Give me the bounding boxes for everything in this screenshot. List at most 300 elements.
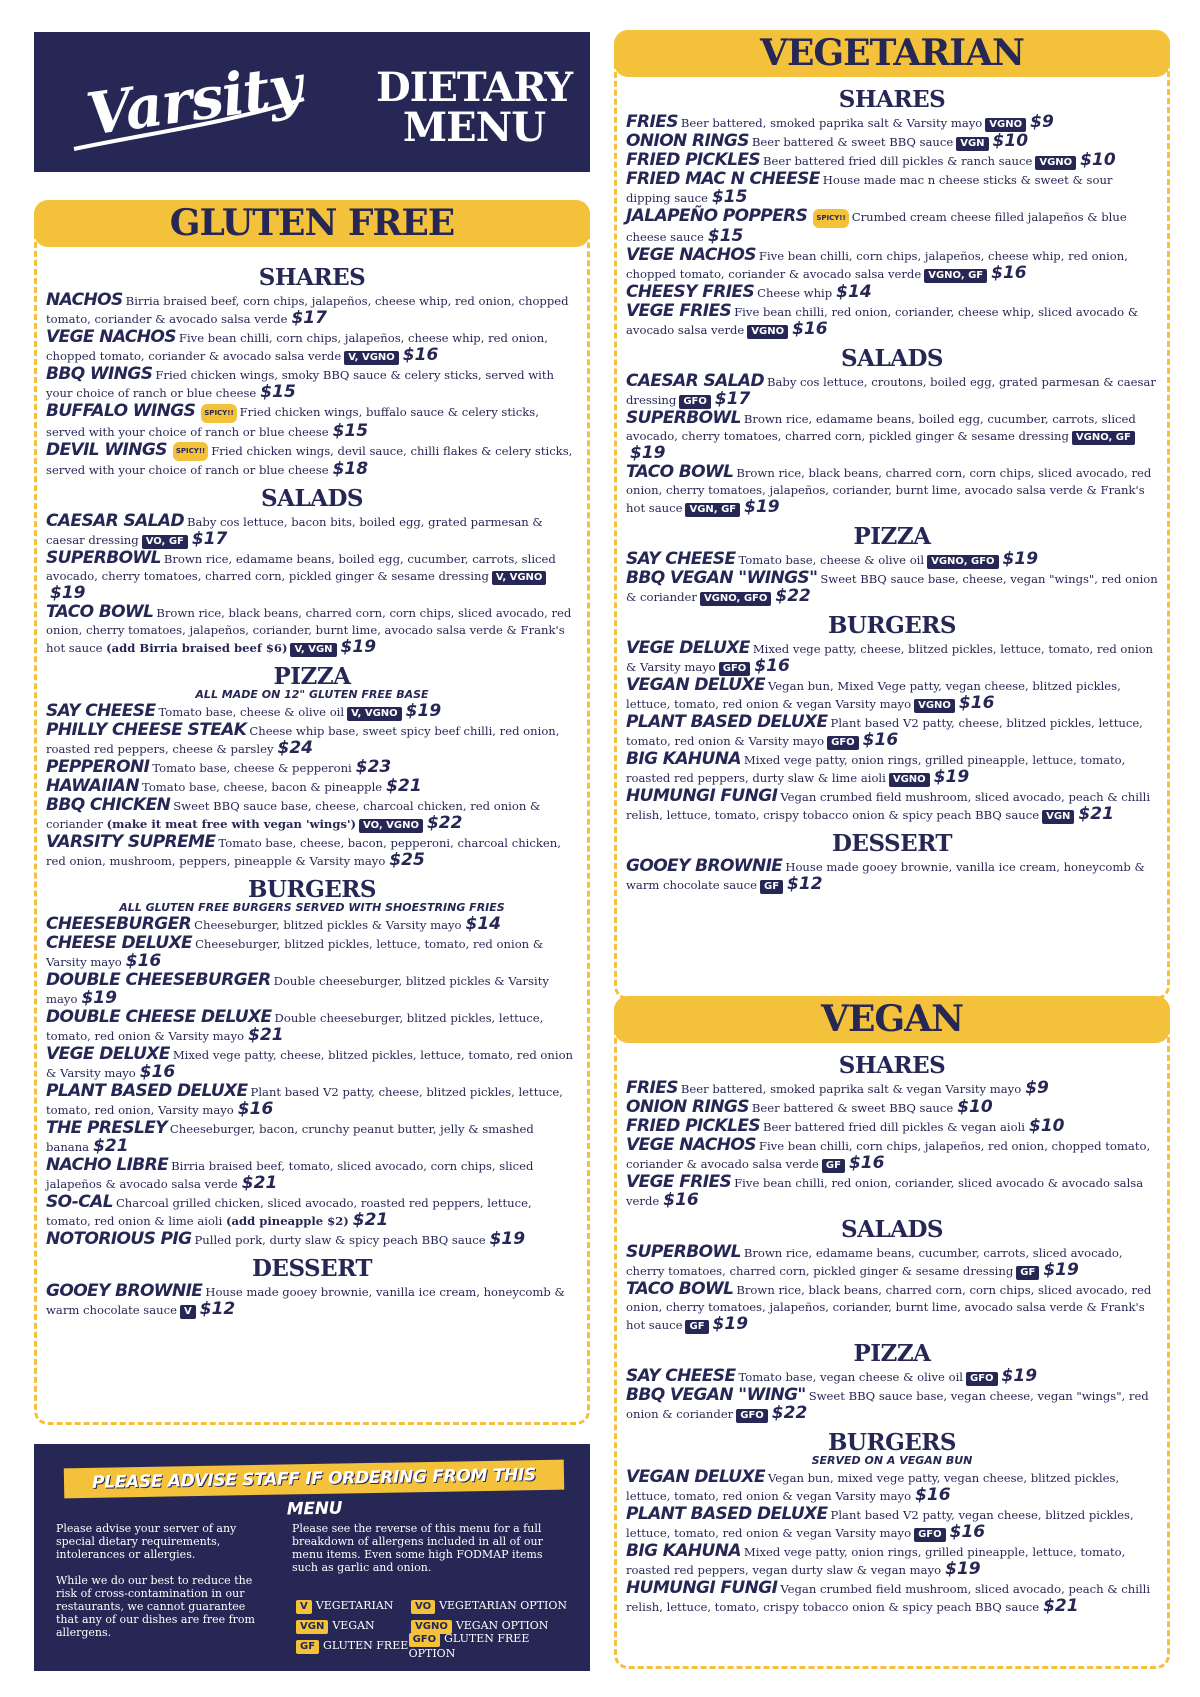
menu-item-name: HUMUNGI FUNGI [626, 785, 778, 806]
menu-item [626, 1469, 1158, 1505]
dietary-tag: VGNO [747, 325, 788, 339]
menu-item-description: Five bean chilli, red onion, coriander, sliced avocado & avocado salsa verde [626, 1176, 1144, 1208]
dietary-tag: VGNO, GFO [927, 555, 998, 569]
menu-item [46, 1194, 578, 1230]
menu-item-description: Baby cos lettuce, bacon bits, boiled egg, grated parmesan & caesar dressing [46, 515, 543, 547]
menu-item-name: TACO BOWL [626, 461, 734, 482]
menu-item [46, 604, 578, 657]
menu-item-name: CHEESE DELUXE [46, 933, 193, 953]
menu-item-name: BBQ WINGS [46, 364, 153, 384]
menu-item [46, 722, 578, 758]
menu-item-name: DOUBLE CHEESE DELUXE [46, 1007, 272, 1027]
menu-item-description: Five bean chilli, corn chips, jalapeños, cheese whip, red onion, chopped tomato, coriander & avocado salsa verde [626, 248, 1128, 281]
menu-item-price: $14 [465, 914, 502, 934]
menu-item [46, 778, 578, 796]
menu-item [626, 548, 1158, 569]
menu-item [46, 366, 578, 402]
notice-right-p1: Please see the reverse of this menu for a full breakdown of allergens included in all of our menu items. Even some high FODMAP items such as garlic and onion. [292, 1522, 543, 1574]
menu-item-description: Vegan crumbed field mushroom, sliced avocado, peach & chilli relish, lettuce, tomato, crispy tobacco onion & spicy peach BBQ sauce [626, 1582, 1151, 1614]
menu-item [626, 370, 1158, 409]
vegan-salads-title: SALADS [840, 1216, 944, 1243]
dietary-tag: VGN [1042, 810, 1074, 824]
menu-item-price: $21 [241, 1173, 278, 1193]
menu-item-price: $19 [630, 442, 666, 463]
menu-item-description: Mixed vege patty, cheese, blitzed pickles, lettuce, tomato, red onion & Varsity mayo [46, 1048, 574, 1080]
gf-pizza-subtitle: ALL MADE ON 12" GLUTEN FREE BASE [195, 688, 429, 701]
menu-item-price: $22 [771, 1403, 808, 1423]
menu-item-name: HUMUNGI FUNGI [626, 1578, 778, 1598]
menu-item-description: Charcoal grilled chicken, sliced avocado, roasted red peppers, lettuce, tomato, red onion & lime aioli [46, 1196, 532, 1228]
menu-item [626, 244, 1158, 283]
notice-banner: PLEASE ADVISE STAFF IF ORDERING FROM THIS MENU [64, 1460, 564, 1499]
menu-item-name: BBQ VEGAN "WING" [626, 1385, 806, 1405]
menu-item-price: $10 [957, 1097, 993, 1117]
notice-left-column [56, 1522, 266, 1639]
menu-item-name: BBQ CHICKEN [46, 795, 171, 815]
notice-left-p2: While we do our best to reduce the risk of cross-contamination in our restaurants, we cannot guarantee that any of our dishes are free from allergens. [56, 1574, 255, 1639]
dietary-tag: VGN [956, 137, 988, 151]
dietary-tag: VGNO [889, 773, 930, 787]
menu-item-description: Vegan crumbed field mushroom, sliced avocado, peach & chilli relish, lettuce, tomato, crispy tobacco onion & spicy peach BBQ sauce [626, 789, 1151, 822]
legend-item: VGNO VEGAN OPTION [411, 1619, 548, 1634]
menu-item-price: $16 [402, 345, 439, 365]
dietary-tag: V, VGNO [344, 351, 399, 365]
veg-pizza-title: PIZZA [853, 522, 931, 550]
vegan-burgers-list [626, 1469, 1158, 1616]
menu-item-name: FRIED MAC N CHEESE [626, 169, 820, 189]
menu-item [626, 1080, 1158, 1098]
menu-item [46, 550, 578, 603]
menu-item [626, 1174, 1158, 1210]
menu-item-price: $9 [1030, 112, 1054, 132]
dietary-tag: GFO [736, 1409, 768, 1423]
menu-item [46, 292, 578, 328]
notice-right-column [292, 1522, 562, 1574]
menu-item-price: $16 [862, 729, 899, 750]
menu-item-name: NACHO LIBRE [46, 1155, 169, 1175]
gf-pizza-list [46, 703, 578, 870]
menu-item-price: $19 [50, 583, 86, 603]
dietary-tag: V, VGNO [492, 571, 547, 585]
menu-item-name: PLANT BASED DELUXE [46, 1081, 248, 1101]
menu-item-name: VEGE DELUXE [46, 1044, 170, 1064]
veg-shares-list [626, 114, 1158, 339]
menu-item [626, 152, 1158, 170]
menu-item-price: $12 [199, 1299, 236, 1319]
page-title: DIETARY MENU [375, 64, 573, 151]
vegan-salads-list [626, 1244, 1158, 1334]
menu-item-name: SAY CHEESE [626, 1366, 736, 1386]
menu-item-name: PHILLY CHEESE STEAK [46, 720, 247, 740]
menu-item [46, 834, 578, 870]
gf-dessert-title: DESSERT [251, 1255, 373, 1282]
menu-item [46, 403, 578, 441]
allergen-notice [34, 1444, 590, 1671]
menu-item [626, 1118, 1158, 1136]
menu-item [626, 407, 1158, 463]
menu-item [46, 329, 578, 365]
menu-item-name: NACHOS [46, 290, 123, 310]
menu-item-description: Beer battered, smoked paprika salt & Varsity mayo [680, 116, 983, 130]
menu-item-price: $19 [744, 496, 780, 517]
menu-item-price: $16 [663, 1190, 699, 1210]
menu-item-price: $19 [340, 637, 377, 657]
menu-item-name: PLANT BASED DELUXE [626, 1504, 828, 1524]
menu-item-price: $21 [386, 776, 422, 796]
menu-item-name: FRIED PICKLES [626, 1116, 760, 1136]
menu-item [626, 1281, 1158, 1334]
dietary-tag: GFO [679, 395, 711, 409]
menu-item-description: Birria braised beef, tomato, sliced avocado, corn chips, sliced jalapeños & avocado salsa verde [46, 1159, 534, 1191]
menu-item-description: House made gooey brownie, vanilla ice cream, honeycomb & warm chocolate sauce [46, 1285, 565, 1317]
dietary-tag: GFO [827, 736, 859, 750]
dietary-tag: GFO [966, 1372, 998, 1386]
vegan-burgers-subtitle: SERVED ON A VEGAN BUN [811, 1454, 973, 1467]
dietary-tag: V [180, 1305, 196, 1319]
menu-item-name: TACO BOWL [626, 1279, 734, 1299]
menu-item-price: $21 [1043, 1596, 1079, 1616]
gf-pizza-title: PIZZA [273, 663, 351, 690]
menu-item-description: Double cheeseburger, blitzed pickles, lettuce, tomato, red onion & Varsity mayo [46, 1011, 544, 1043]
menu-item-description: Cheeseburger, bacon, crunchy peanut butter, jelly & smashed banana [46, 1122, 534, 1154]
menu-item-description: Plant based V2 patty, vegan cheese, blitzed pickles, lettuce, tomato, red onion & vegan Varsity mayo [626, 1508, 1134, 1540]
menu-item-name: CHEESY FRIES [626, 281, 755, 302]
menu-item-price: $17 [714, 388, 751, 409]
menu-item-name: BIG KAHUNA [626, 748, 741, 769]
dietary-tag: GF [1016, 1266, 1039, 1280]
spicy-badge: SPICY!! [173, 442, 208, 461]
menu-item-price: $21 [248, 1025, 284, 1045]
menu-item [626, 1387, 1158, 1423]
menu-item-price: $16 [125, 951, 162, 971]
menu-item-description: Sweet BBQ sauce base, cheese, charcoal chicken, red onion & coriander [46, 799, 541, 831]
menu-item-price: $14 [836, 281, 872, 302]
menu-item-name: VARSITY SUPREME [46, 832, 216, 852]
veg-burgers-title: BURGERS [827, 611, 956, 639]
menu-item-price: $18 [332, 459, 369, 479]
menu-item [626, 637, 1158, 676]
menu-item-description: House made mac n cheese sticks & sweet & sour dipping sauce [626, 173, 1113, 205]
menu-item-price: $15 [260, 382, 296, 402]
menu-item-description: Five bean chilli, corn chips, jalapeños, red onion, chopped tomato, coriander & avocado salsa verde [626, 1139, 1151, 1171]
menu-item-description: Brown rice, edamame beans, boiled egg, cucumber, carrots, sliced avocado, cherry tomatoes, charred corn, pickled ginger & sesame dressing [46, 552, 556, 583]
menu-item-name: SUPERBOWL [626, 1242, 741, 1262]
dietary-tag: VGNO [1035, 156, 1076, 170]
dietary-tag: VGNO, GFO [700, 592, 771, 606]
menu-item-name: VEGE FRIES [626, 1172, 732, 1192]
menu-item-description: House made gooey brownie, vanilla ice cream, honeycomb & warm chocolate sauce [626, 859, 1145, 892]
gf-shares-list [46, 292, 578, 479]
menu-item-name: VEGAN DELUXE [626, 674, 765, 695]
gf-shares-title: SHARES [258, 264, 366, 291]
menu-item-description: Double cheeseburger, blitzed pickles & Varsity mayo [46, 974, 549, 1006]
menu-item-price: $24 [277, 738, 313, 758]
menu-item-name: SAY CHEESE [46, 701, 156, 721]
vegan-content [626, 1046, 1158, 1617]
menu-item-description: Sweet BBQ sauce base, vegan cheese, vegan "wings", red onion & coriander [626, 1389, 1149, 1421]
gf-burgers-title: BURGERS [247, 876, 376, 903]
menu-item-description: Crumbed cream cheese filled jalapeños & blue cheese sauce [626, 210, 1127, 244]
menu-item-note: (add pineapple $2) [226, 1214, 349, 1228]
menu-item-price: $21 [352, 1210, 389, 1230]
legend-item: V VEGETARIAN [296, 1599, 411, 1614]
menu-item-description: Birria braised beef, corn chips, jalapeños, cheese whip, red onion, chopped tomato, coriander & avocado salsa verde [46, 294, 569, 326]
menu-item-description: Brown rice, black beans, charred corn, corn chips, sliced avocado, red onion, cherry tomatoes, jalapeños, coriander, burnt lime, avocado salsa verde & Frank's hot sauce [626, 1283, 1152, 1332]
menu-item-name: VEGE FRIES [626, 300, 732, 321]
menu-item-name: PEPPERONI [46, 757, 150, 777]
legend-item: VGN VEGAN [296, 1619, 411, 1634]
menu-item-price: $16 [139, 1062, 176, 1082]
menu-item [626, 1244, 1158, 1280]
menu-item-price: $15 [332, 420, 369, 441]
menu-item-description: Vegan bun, mixed vege patty, vegan cheese, blitzed pickles, lettuce, tomato, red onion & vegan Varsity mayo [626, 1471, 1120, 1503]
dietary-tag: VGNO, GF [924, 269, 987, 283]
menu-item-price: $21 [93, 1136, 129, 1156]
menu-item-price: $19 [81, 988, 117, 1008]
dietary-tag: GF [760, 880, 783, 894]
menu-item-name: CHEESEBURGER [46, 914, 192, 934]
menu-item-price: $15 [711, 187, 748, 207]
menu-item-price: $19 [489, 1229, 526, 1249]
menu-item [626, 281, 1158, 302]
menu-item [626, 208, 1158, 246]
menu-item-description: Tomato base, vegan cheese & olive oil [738, 1370, 963, 1384]
menu-item-price: $16 [848, 1153, 885, 1173]
menu-item [46, 1283, 578, 1319]
dietary-tag: VO, VGNO [359, 819, 423, 833]
menu-item-price: $16 [237, 1099, 274, 1119]
logo-text: Varsity [82, 51, 306, 149]
menu-item-price: $22 [426, 813, 463, 833]
menu-item-name: TACO BOWL [46, 602, 154, 622]
menu-item-description: Cheeseburger, blitzed pickles & Varsity mayo [194, 918, 462, 932]
menu-item-price: $22 [775, 585, 811, 606]
menu-item [626, 785, 1158, 824]
gf-dessert-list [46, 1283, 578, 1319]
menu-item-description: Brown rice, edamame beans, boiled egg, cucumber, carrots, sliced avocado, cherry tomatoes, charred corn, pickled ginger & sesame dressing [626, 411, 1136, 443]
menu-item-description: Brown rice, black beans, charred corn, corn chips, sliced avocado, red onion, cherry tomatoes, jalapeños, coriander, burnt lime, avocado salsa verde & Frank's hot sauce [626, 465, 1152, 515]
menu-item [626, 1099, 1158, 1117]
menu-item-price: $10 [992, 131, 1029, 151]
notice-left-p1: Please advise your server of any special dietary requirements, intolerances or allergies. [56, 1522, 237, 1561]
menu-item-name: VEGE NACHOS [46, 327, 176, 347]
menu-item [626, 748, 1158, 787]
veg-burgers-list [626, 637, 1158, 824]
menu-item-description: Tomato base, cheese, bacon & pineapple [142, 780, 383, 794]
veg-salads-title: SALADS [840, 344, 944, 372]
menu-item-price: $19 [712, 1314, 749, 1334]
vegetarian-content [626, 80, 1158, 895]
menu-item-name: ONION RINGS [626, 131, 749, 151]
menu-item-description: Beer battered, smoked paprika salt & vegan Varsity mayo [680, 1082, 1022, 1096]
menu-item-name: FRIES [626, 112, 678, 132]
gf-burgers-list [46, 916, 578, 1249]
dietary-tag: V, VGNO [347, 707, 402, 721]
menu-item [46, 759, 578, 777]
dietary-tag: VGNO [985, 118, 1026, 132]
menu-item [626, 114, 1158, 132]
menu-item-description: Sweet BBQ sauce base, cheese, vegan "wings", red onion & coriander [626, 571, 1158, 604]
vegan-burgers-title: BURGERS [827, 1429, 956, 1456]
menu-item-price: $9 [1025, 1078, 1049, 1098]
menu-item-name: DEVIL WINGS [46, 439, 167, 460]
dietary-tag: VGNO, GF [1072, 431, 1135, 445]
menu-item-price: $10 [1029, 1116, 1065, 1136]
menu-item-description: Beer battered fried dill pickles & ranch sauce [763, 154, 1033, 168]
menu-item-description: Fried chicken wings, devil sauce, chilli flakes & celery sticks, served with your choice of ranch or blue cheese [46, 443, 573, 477]
menu-item-description: Tomato base, cheese & olive oil [158, 705, 345, 719]
menu-item [626, 711, 1158, 750]
menu-item-description: Plant based V2 patty, cheese, blitzed pickles, lettuce, tomato, red onion & Varsity mayo [626, 715, 1143, 748]
menu-item [626, 171, 1158, 207]
menu-item-price: $21 [1078, 803, 1114, 824]
menu-item-price: $16 [915, 1485, 951, 1505]
menu-item-description: Beer battered fried dill pickles & vegan aioli [763, 1120, 1026, 1134]
menu-item-note: (make it meat free with vegan 'wings') [106, 817, 356, 831]
menu-item-name: DOUBLE CHEESEBURGER [46, 970, 271, 990]
menu-item [626, 567, 1158, 606]
menu-item [626, 1506, 1158, 1542]
menu-item-description: Beer battered & sweet BBQ sauce [751, 135, 954, 149]
menu-item-price: $12 [787, 873, 823, 894]
menu-item [46, 935, 578, 971]
vegan-pizza-list [626, 1368, 1158, 1423]
menu-item-name: THE PRESLEY [46, 1118, 167, 1138]
menu-item-description: Baby cos lettuce, croutons, boiled egg, grated parmesan & caesar dressing [626, 374, 1156, 407]
menu-item-description: Mixed vege patty, onion rings, grilled pineapple, lettuce, tomato, roasted red peppers, durty slaw & lime aioli [626, 752, 1126, 785]
menu-item-name: CAESAR SALAD [626, 370, 764, 391]
header-logo-block [34, 32, 590, 172]
menu-item-description: Mixed vege patty, cheese, blitzed pickles, lettuce, tomato, red onion & Varsity mayo [626, 641, 1154, 674]
menu-item [626, 1580, 1158, 1616]
menu-item-price: $10 [1080, 150, 1116, 170]
menu-item-description: Cheese whip [757, 285, 833, 300]
gluten-free-heading: GLUTEN FREE [34, 200, 590, 247]
menu-item-price: $19 [945, 1559, 981, 1579]
menu-item-name: VEGE NACHOS [626, 244, 756, 265]
menu-item-description: Fried chicken wings, smoky BBQ sauce & celery sticks, served with your choice of ranch or blue cheese [46, 368, 554, 400]
menu-item-description: Beer battered & sweet BBQ sauce [751, 1101, 954, 1115]
menu-item [46, 513, 578, 549]
menu-item-price: $16 [754, 655, 790, 676]
menu-item-name: FRIED PICKLES [626, 150, 760, 170]
vegan-heading: VEGAN [614, 996, 1170, 1043]
menu-item-name: SO-CAL [46, 1192, 113, 1212]
menu-item [626, 461, 1158, 517]
menu-item-price: $16 [949, 1522, 986, 1542]
menu-item-name: HAWAIIAN [46, 776, 139, 796]
menu-item [46, 1083, 578, 1119]
menu-item-name: CAESAR SALAD [46, 511, 184, 531]
menu-item-price: $15 [707, 225, 744, 246]
menu-item-description: Brown rice, black beans, charred corn, corn chips, sliced avocado, red onion, cherry tomatoes, jalapeños, coriander, burnt lime, avocado salsa verde & Frank's hot sauce [46, 606, 572, 655]
menu-item [626, 300, 1158, 339]
menu-item-description: Plant based V2 patty, cheese, blitzed pickles, lettuce, tomato, red onion, Varsity mayo [46, 1085, 563, 1117]
menu-item [46, 439, 578, 480]
menu-item [46, 703, 578, 721]
menu-item [46, 1009, 578, 1045]
vegan-shares-title: SHARES [838, 1052, 946, 1079]
menu-item-description: Fried chicken wings, buffalo sauce & celery sticks, served with your choice of ranch or blue cheese [46, 405, 539, 439]
menu-item [626, 1137, 1158, 1173]
menu-item-price: $19 [1002, 548, 1039, 569]
veg-dessert-title: DESSERT [831, 829, 953, 857]
vegan-shares-list [626, 1080, 1158, 1210]
menu-item-price: $19 [405, 701, 442, 721]
menu-item [626, 133, 1158, 151]
menu-item-name: BIG KAHUNA [626, 1541, 741, 1561]
gf-salads-title: SALADS [260, 485, 364, 512]
menu-item-name: ONION RINGS [626, 1097, 749, 1117]
vegetarian-heading: VEGETARIAN [614, 30, 1170, 77]
legend-item: VO VEGETARIAN OPTION [411, 1599, 567, 1614]
menu-item [626, 1368, 1158, 1386]
menu-item-name: GOOEY BROWNIE [626, 855, 783, 876]
menu-item-name: VEGAN DELUXE [626, 1467, 765, 1487]
menu-item-price: $17 [291, 308, 327, 328]
dietary-tag: GF [685, 1320, 708, 1334]
menu-item-name: VEGE DELUXE [626, 637, 750, 658]
legend-item: GF GLUTEN FREE [296, 1639, 409, 1654]
veg-shares-title: SHARES [838, 86, 946, 113]
dietary-tag: GFO [914, 1528, 946, 1542]
menu-item-description: Mixed vege patty, onion rings, grilled pineapple, lettuce, tomato, roasted red peppers, vegan durty slaw & vegan mayo [626, 1545, 1126, 1577]
dietary-tag: VGNO [914, 699, 955, 713]
menu-item-name: BBQ VEGAN "WINGS" [626, 567, 818, 588]
veg-salads-list [626, 370, 1158, 517]
menu-item [46, 1157, 578, 1193]
menu-item-price: $16 [792, 318, 828, 339]
menu-item-name: SUPERBOWL [46, 548, 161, 568]
menu-item [46, 1231, 578, 1249]
menu-item-name: SAY CHEESE [626, 548, 736, 569]
spicy-badge: SPICY!! [201, 404, 236, 423]
gluten-free-content [46, 258, 578, 1320]
menu-item [46, 1046, 578, 1082]
gf-burgers-subtitle: ALL GLUTEN FREE BURGERS SERVED WITH SHOESTRING FRIES [119, 901, 505, 914]
legend [296, 1596, 576, 1660]
menu-item-price: $16 [958, 692, 995, 713]
menu-item-description: Brown rice, edamame beans, cucumber, carrots, sliced avocado, cherry tomatoes, charred corn, pickled ginger & sesame dressing [626, 1246, 1123, 1278]
menu-item-description: Five bean chilli, red onion, coriander, cheese whip, sliced avocado & avocado salsa verde [626, 304, 1139, 337]
menu-item-price: $17 [191, 529, 228, 549]
legend-item: GFO GLUTEN FREE OPTION [408, 1632, 530, 1660]
menu-item [626, 1543, 1158, 1579]
dietary-tag: GFO [719, 662, 751, 676]
menu-item-price: $25 [389, 850, 425, 870]
menu-item-description: Five bean chilli, corn chips, jalapeños, cheese whip, red onion, chopped tomato, coriander & avocado salsa verde [46, 331, 548, 363]
menu-item-name: NOTORIOUS PIG [46, 1229, 192, 1249]
menu-item [626, 674, 1158, 713]
menu-item-description: Cheese whip base, sweet spicy beef chilli, red onion, roasted red peppers, cheese & parsley [46, 724, 560, 756]
menu-item-name: FRIES [626, 1078, 678, 1098]
vegan-pizza-title: PIZZA [853, 1340, 931, 1367]
menu-item-description: Pulled pork, durty slaw & spicy peach BBQ sauce [194, 1233, 486, 1247]
menu-item [46, 1120, 578, 1156]
menu-item-name: JALAPEÑO POPPERS [626, 206, 808, 226]
menu-item [46, 972, 578, 1008]
menu-item [46, 916, 578, 934]
menu-item-price: $19 [1043, 1260, 1079, 1280]
menu-item-name: VEGE NACHOS [626, 1135, 756, 1155]
veg-pizza-list [626, 548, 1158, 606]
menu-item-name: BUFFALO WINGS [46, 401, 196, 421]
menu-item-description: Cheeseburger, blitzed pickles, lettuce, tomato, red onion & Varsity mayo [46, 937, 544, 969]
dietary-tag: VO, GF [142, 535, 188, 549]
menu-item-price: $16 [991, 262, 1027, 283]
menu-item-note: (add Birria braised beef $6) [106, 641, 288, 655]
gf-salads-list [46, 513, 578, 657]
